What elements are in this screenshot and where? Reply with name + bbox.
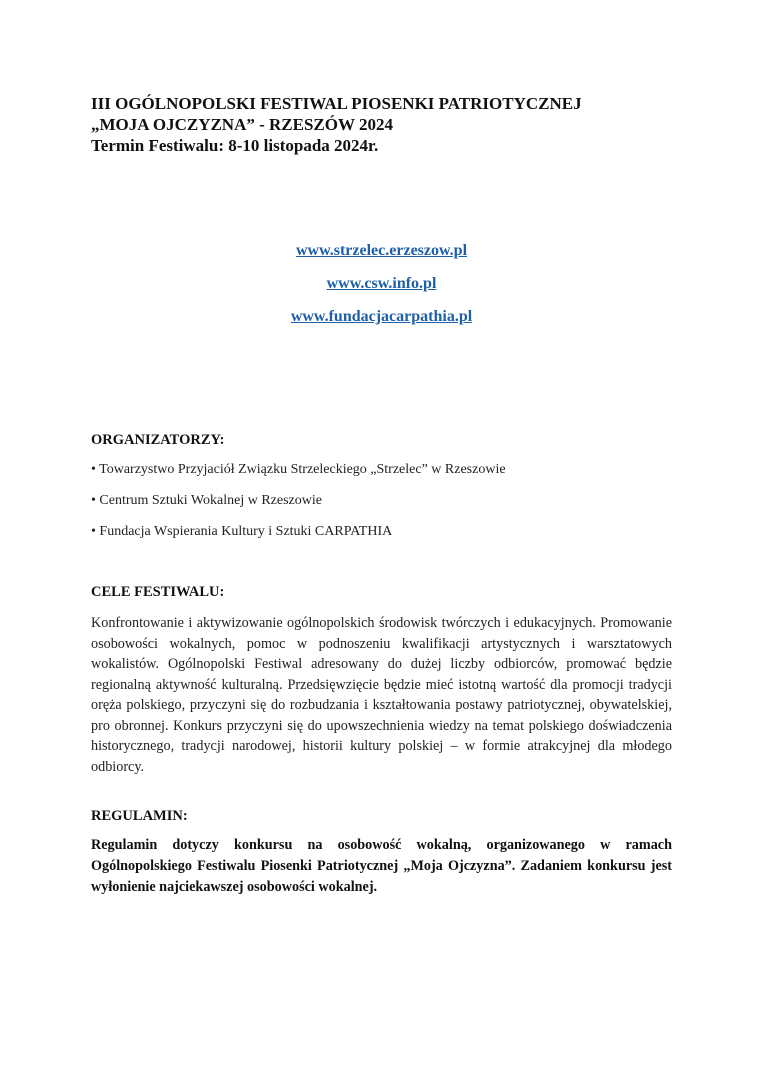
organizers-list — [91, 461, 691, 554]
link-fundacja[interactable]: www.fundacjacarpathia.pl — [290, 308, 473, 325]
link-strzelec[interactable]: www.strzelec.erzeszow.pl — [295, 242, 468, 259]
festival-dates: Termin Festiwalu: 8-10 listopada 2024r. — [91, 136, 379, 155]
goals-heading: CELE FESTIWALU: — [91, 584, 225, 600]
festival-title: III OGÓLNOPOLSKI FESTIWAL PIOSENKI PATRIOTYCZNEJ — [91, 94, 582, 113]
list-item: • Centrum Sztuki Wokalnej w Rzeszowie — [91, 493, 322, 508]
website-links — [91, 242, 672, 341]
list-item: • Towarzystwo Przyjaciół Związku Strzeleckiego „Strzelec” w Rzeszowie — [91, 462, 506, 477]
rules-paragraph: Regulamin dotyczy konkursu na osobowość wokalną, organizowanego w ramach Ogólnopolskiego Festiwalu Piosenki Patriotycznej „Moja Ojczyzna”. Zadaniem konkursu jest wyłonienie najciekawszej osobowości wokalnej. — [91, 837, 672, 895]
list-item: • Fundacja Wspierania Kultury i Sztuki CARPATHIA — [91, 524, 393, 539]
goals-paragraph: Konfrontowanie i aktywizowanie ogólnopolskich środowisk twórczych i edukacyjnych. Promowanie osobowości wokalnych, pomoc w podnoszeniu kwalifikacji artystycznych i warsztatowych wokalistów. Ogólnopolski Festiwal adresowany do dużej liczby odbiorców, promować będzie regionalną aktywność kulturalną. Przedsięwzięcie będzie mieć istotną wartość dla promocji tradycji oręża polskiego, przyczyni się do rozbudzania i kształtowania postawy patriotycznej, obywatelskiej, pro obronnej. Konkurs przyczyni się do upowszechnienia wiedzy na temat polskiego doświadczenia historycznego, tradycji narodowej, historii kultury polskiej – w formie atrakcyjnej dla młodego odbiorcy. — [91, 615, 672, 775]
festival-subtitle: „MOJA OJCZYZNA” - RZESZÓW 2024 — [91, 115, 393, 134]
organizers-heading: ORGANIZATORZY: — [91, 432, 225, 448]
rules-heading: REGULAMIN: — [91, 808, 188, 824]
document-header — [91, 93, 691, 156]
link-csw[interactable]: www.csw.info.pl — [326, 275, 437, 292]
